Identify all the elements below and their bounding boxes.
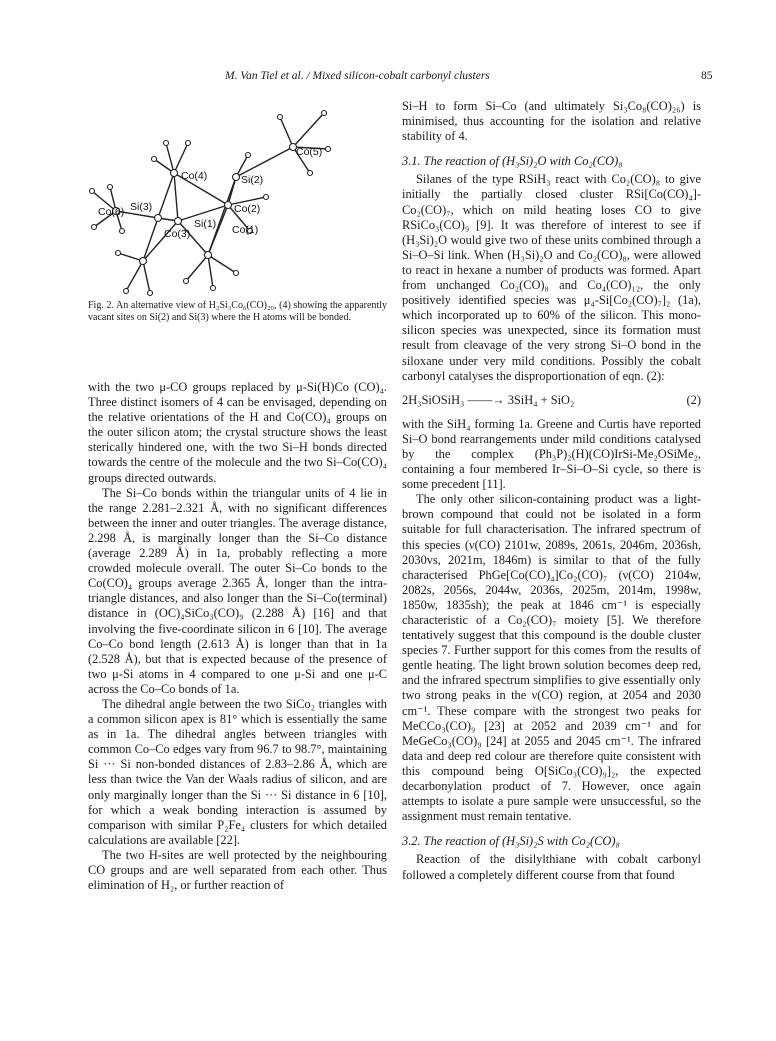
molecular-structure-diagram (88, 103, 387, 298)
equation (402, 393, 701, 408)
atom-label: Co(6) (98, 206, 125, 218)
figure-caption: Fig. 2. An alternative view of H₂Si₃Co₆(CO)₂₀, (4) showing the apparently vacant sites on Si(2) and Si(3) where the H atoms will be bonded. (88, 300, 387, 324)
page-number: 85 (701, 70, 713, 82)
paragraph: The only other silicon-containing product was a light-brown compound that could not be isolated in a form suitable for full characterisation. The infrared spectrum of this species (ν(CO) 2101w, 2089s, 2061s, 2046m, 2036sh, 2030vs, 2021m, 1846m) is similar to that of the fully characterised PhGe[Co(CO)₄]Co₂(CO)₇ (ν(CO) 2104w, 2082s, 2056s, 2044w, 2036s, 2025m, 2014m, 1998w, 1850w, 1835sh); the peak at 1846 cm⁻¹ is especially characteristic of a Co₂(CO)₇ moiety [5]. We therefore tentatively suggest that this compound is the double cluster species 7. Further support for this comes from the results of gentle heating. The light brown solution becomes deep red, and the infrared spectrum simplifies to give essentially only two strong peaks in the ν(CO) region, at 2054 and 2030 cm⁻¹. These compare with the strongest two peaks for MeCCo₃(CO)₉ [23] at 2052 and 2039 cm⁻¹ and for MeGeCo₃(CO)₉ [24] at 2055 and 2045 cm⁻¹. The infrared data and deep red colour are therefore quite consistent with this compound being O[SiCo₃(CO)₉]₂, the expected decarbonylation product of 7. However, once again attempts to isolate a pure sample were unsuccessful, so the assignment must remain tentative. (402, 492, 701, 824)
atom-label: Si(2) (241, 174, 264, 186)
atom-label: Co(4) (181, 170, 208, 182)
section-heading: 3.1. The reaction of (H₃Si)₂O with Co₂(CO)₈ (402, 154, 623, 169)
atom-label: Si(3) (130, 201, 153, 213)
bond-lines (92, 113, 328, 293)
right-column (402, 99, 701, 883)
atom-label: Si(1) (194, 218, 217, 230)
left-column (88, 380, 387, 893)
equation-body: 2H₃SiOSiH₃ ——→ 3SiH₄ + SiO₂ (402, 392, 575, 407)
running-header (0, 70, 776, 88)
paragraph: Reaction of the disilylthiane with cobalt carbonyl followed a completely different course from that found (402, 852, 701, 882)
atom-label: Co(2) (234, 203, 261, 215)
paragraph: Silanes of the type RSiH₃ react with Co₂(CO)₈ to give initially the partially closed cluster RSi[Co(CO)₄]-Co₂(CO)₇, which on mild heating loses CO to give RSiCo₃(CO)₉ [9]. It was therefore of interest to see if (H₃Si)₂O would give two of these units combined through a Si–O–Si link. When (H₃Si)₂O and Co₂(CO)₈, were allowed to react in hexane a number of products was formed. Apart from unchanged Co₂(CO)₈ and Co₄(CO)₁₂, the only positively identified species was μ₄-Si[Co₂(CO)₇]₂ (1a), which incorporated up to 60% of the silicon. This mono-silicon species was unexpected, since its formation must result from cleavage of the very strong Si–O bond in the siloxane under very mild conditions. Possibly the cobalt carbonyl catalyses the disproportionation of eqn. (2): (402, 172, 701, 383)
paragraph: The dihedral angle between the two SiCo₂ triangles with a common silicon apex is 81° which is essentially the same as in 1a. The dihedral angles between triangles with common Co–Co edges vary from 96.7 to 98.7°, maintaining Si ··· Si non-bonded distances of 2.83–2.86 Å, which are less than twice the Van der Waals radius of silicon, and are only marginally longer than the Si ··· Si distance in 6 [10], for which a weak bonding interaction is assumed by comparison with similar P₂Fe₄ clusters for which detailed calculations are available [22]. (88, 696, 387, 847)
paragraph: with the SiH₄ forming 1a. Greene and Curtis have reported Si–O bond rearrangements under mild conditions catalysed by the complex (Ph₃P)₂(H)(CO)IrSi-Me₂OSiMe₂, containing a four membered Ir–Si–O–Si cycle, so there is some precedent [11]. (402, 416, 701, 492)
paragraph: Si–H to form Si–Co (and ultimately Si₃Co₈(CO)₂₆) is minimised, thus accounting for the isolation and relative stability of 4. (402, 99, 701, 144)
atom-label: Co(1) (232, 224, 259, 236)
section-heading: 3.2. The reaction of (H₃Si)₂S with Co₂(CO)₈ (402, 834, 620, 849)
figure-2 (88, 103, 387, 333)
equation-number: (2) (686, 392, 701, 407)
running-title: M. Van Tiel et al. / Mixed silicon-cobalt carbonyl clusters (225, 70, 490, 82)
paragraph: The two H-sites are well protected by the neighbouring CO groups and are well separated from each other. Thus elimination of H₂, or further reaction of (88, 847, 387, 893)
atom-label: Co(5) (296, 146, 323, 158)
paragraph: The Si–Co bonds within the triangular units of 4 lie in the range 2.281–2.321 Å, with no significant differences between the inner and outer triangles. The average distance, 2.298 Å, is marginally longer than the Si–Co distance (average 2.289 Å) in 1a, probably reflecting a more crowded molecule overall. The outer Si–Co bonds to the Co(CO)₄ groups average 2.365 Å, longer than the intra-triangle distances, and also longer than the Si–Co(terminal) distance in (OC)₄SiCo₃(CO)₉ (2.288 Å) [16] and that involving the five-coordinate silicon in 6 [10]. The average Co–Co bond length (2.613 Å) is longer than that in 1a (2.528 Å), but that is expected because of the presence of two μ-Si atoms in 4 compared to one μ-Si and one μ-C across the Co–Co bonds of 1a. (88, 485, 387, 696)
paragraph: with the two μ-CO groups replaced by μ-Si(H)Co (CO)₄. Three distinct isomers of 4 can be envisaged, depending on the relative orientations of the H and Co(CO)₄ groups on the outer silicon atom; the crystal structure shows the least sterically hindered one, with the two Si–H bonds directed towards the centre of the molecule and the two Si–Co(CO)₄ groups directed outwards. (88, 380, 387, 485)
atom-label: Co(3) (164, 228, 191, 240)
